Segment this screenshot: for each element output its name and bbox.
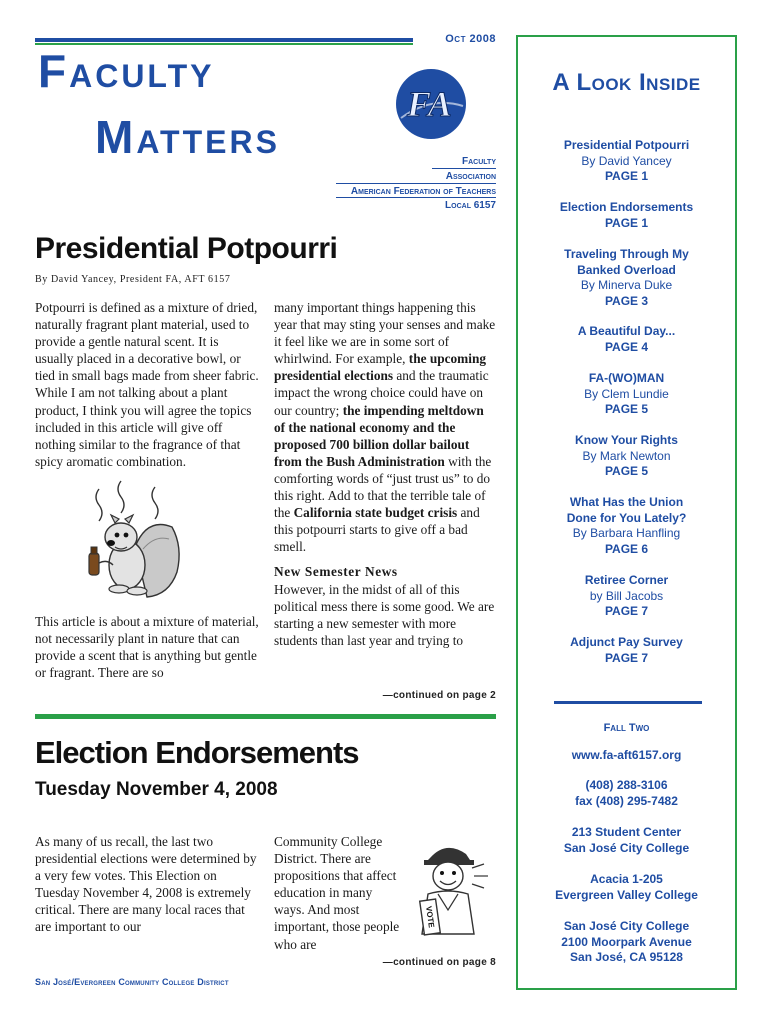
toc-author: By Mark Newton [582, 448, 671, 463]
address-student-center [518, 825, 735, 856]
masthead-title-line2: Matters [95, 111, 280, 163]
article1-paragraph [274, 299, 496, 555]
toc-author: by Bill Jacobs [589, 588, 664, 603]
article2-column2 [274, 833, 402, 953]
toc-page: PAGE 5 [604, 464, 649, 478]
toc-item[interactable] [518, 200, 735, 231]
text-run: and this potpourri starts to give off a bad smell. [274, 505, 480, 555]
article1-column2 [274, 299, 496, 649]
toc-author: By Minerva Duke [580, 278, 673, 292]
toc-title: FA-(WO)MAN [588, 371, 665, 385]
sidebar-title: A Look Inside [552, 69, 701, 96]
article1-column1 [35, 299, 260, 470]
toc-page: PAGE 1 [604, 215, 649, 230]
address-line: San José City College [563, 919, 690, 933]
address-moorpark [518, 919, 735, 966]
toc-item[interactable] [518, 324, 735, 355]
article1-paragraph: This article is about a mixture of material, not necessarily plant in nature that can provide a scent that is anything but gentle or fragrant. There are so [35, 614, 259, 681]
article1-column1-continued [35, 613, 260, 681]
toc-item[interactable] [518, 138, 735, 185]
org-rule [336, 197, 496, 198]
faculty-association-logo [393, 66, 469, 142]
toc-item[interactable] [562, 247, 691, 309]
toc-title: A Beautiful Day... [577, 324, 676, 338]
toc-page: PAGE 3 [604, 293, 649, 308]
toc-page: PAGE 7 [604, 650, 649, 665]
address-acacia [518, 872, 735, 903]
voter-icon [408, 838, 492, 938]
article2-paragraph: As many of us recall, the last two presidential elections were determined by a very few votes. This Election on Tuesday November 4, 2008 is extremely critical. There are many local races that are important to our [35, 834, 257, 935]
bold-text-run: California state budget crisis [293, 505, 458, 521]
article1-subhead: New Semester News [274, 564, 398, 580]
skunk-icon [77, 477, 185, 605]
address-line: San José City College [563, 840, 690, 855]
toc-item[interactable] [518, 371, 735, 418]
bold-text-run: the upcoming presidential elections [274, 351, 487, 384]
article2-column1 [35, 833, 260, 936]
address-line: 2100 Moorpark Avenue [561, 934, 692, 949]
toc-page: PAGE 6 [604, 541, 649, 556]
bold-text-run: the impending meltdown of the national economy and the proposed 700 billion dollar bailout from the Bush Administration [274, 402, 484, 469]
footer-district: San José/Evergreen Community College District [35, 977, 229, 987]
article-title-presidential-potpourri: Presidential Potpourri [35, 232, 338, 265]
vote-sign-text: VOTE [424, 905, 436, 929]
address-line: Evergreen Valley College [555, 887, 698, 902]
sidebar-look-inside [516, 35, 737, 990]
issue-term [518, 720, 735, 737]
website-link[interactable]: www.fa-aft6157.org [571, 748, 682, 762]
article-byline: By David Yancey, President FA, AFT 6157 [35, 274, 231, 285]
article-title-election-endorsements: Election Endorsements [35, 735, 359, 770]
contact-phone [518, 778, 735, 809]
toc-item[interactable] [518, 433, 735, 480]
toc-page: PAGE 7 [604, 604, 649, 618]
toc-item[interactable] [558, 495, 695, 557]
org-line-faculty: Faculty [462, 156, 496, 167]
toc-title: Presidential Potpourri [563, 138, 690, 152]
article2-paragraph: Community College District. There are propositions that affect education in many ways. And most important, those people who are [274, 834, 400, 952]
toc-item[interactable] [518, 635, 735, 666]
continued-link[interactable]: —continued on page 2 [382, 690, 496, 701]
toc-author: By Barbara Hanfling [572, 526, 681, 540]
toc-author: By David Yancey [581, 153, 672, 168]
address-line: 213 Student Center [571, 825, 682, 839]
fax-number: fax (408) 295-7482 [575, 793, 678, 808]
issue-term-text: Fall Two [603, 722, 650, 734]
text-run: many important things happening this year that may sting your senses and make it feel like we are in some sort of whirlwind. For example, [274, 300, 496, 367]
header-rule-blue [35, 38, 413, 42]
toc-title: Retiree Corner [584, 573, 669, 587]
org-rule [336, 183, 496, 184]
toc-title: Traveling Through My Banked Overload [564, 247, 689, 277]
toc-title: What Has the Union Done for You Lately? [566, 495, 687, 525]
issue-date: Oct 2008 [445, 33, 496, 45]
org-rule [432, 168, 496, 169]
address-line: Acacia 1-205 [590, 872, 663, 886]
phone-number: (408) 288-3106 [585, 778, 668, 792]
text-run: with the comforting words of “just trust us” to do this right. Add to that the terrible tale of the [274, 453, 492, 521]
toc-item[interactable] [518, 573, 735, 620]
org-line-association: Association [445, 171, 496, 182]
sidebar-divider [554, 701, 702, 704]
toc-title: Know Your Rights [575, 433, 678, 447]
toc-author: By Clem Lundie [584, 386, 669, 401]
toc-page: PAGE 4 [604, 339, 649, 354]
org-line-aft: American Federation of Teachers [350, 186, 496, 197]
section-divider [35, 714, 496, 719]
article1-paragraph: Potpourri is defined as a mixture of dried, naturally fragrant plant material, used to provide a gentle natural scent. It is usually placed in a decorative bowl, or tied in small bags made from sheer fabric. While I am not talking about a plant product, I think you will agree the topics included in this article will give off nothing similar to the fragrance of that spicy aromatic combination. [35, 300, 259, 469]
toc-title: Election Endorsements [559, 200, 694, 214]
text-run: and the traumatic impact the wrong choice could have on our country; [274, 368, 489, 418]
address-line: San José, CA 95128 [570, 950, 683, 964]
toc-title: Adjunct Pay Survey [570, 635, 683, 649]
toc-page: PAGE 5 [604, 402, 649, 416]
logo-text: FA [407, 84, 452, 124]
org-line-local: Local 6157 [445, 200, 496, 211]
masthead-title-line1: Faculty [38, 45, 215, 97]
article-subtitle-date: Tuesday November 4, 2008 [35, 779, 278, 800]
continued-link[interactable]: —continued on page 8 [382, 957, 496, 968]
toc-page: PAGE 1 [604, 169, 649, 183]
article1-paragraph: However, in the midst of all of this political mess there is some good. We are starting a new semester with more students than last year and trying to [274, 581, 495, 648]
